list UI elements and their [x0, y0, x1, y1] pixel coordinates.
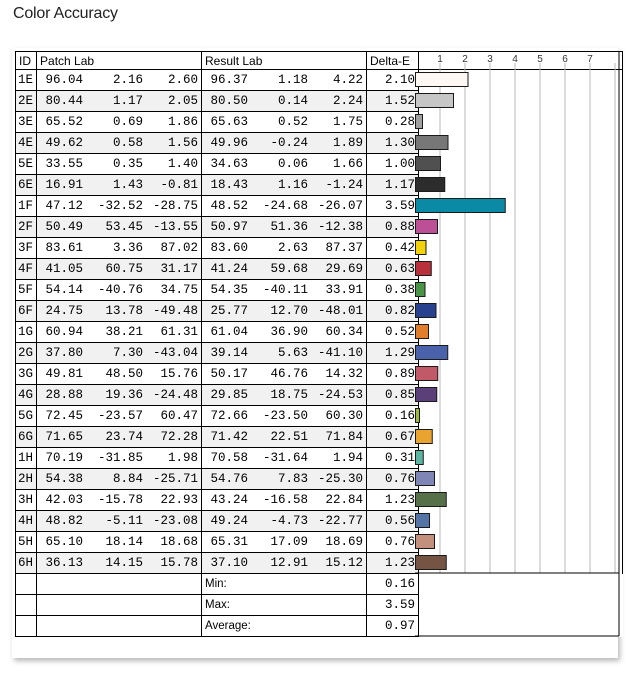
result-l-value: 41.24	[210, 262, 249, 276]
result-a-value: 0.06	[278, 157, 309, 171]
summary-value: 0.97	[367, 616, 419, 637]
result-a-value: -31.64	[263, 451, 309, 465]
patch-id: 2G	[16, 343, 37, 364]
patch-b-value: 15.76	[160, 367, 199, 381]
patch-lab-cell	[37, 427, 202, 448]
result-b-value: 1.66	[333, 157, 364, 171]
patch-l-value: 72.45	[45, 409, 84, 423]
patch-id: 2E	[16, 91, 37, 112]
result-b-value: 4.22	[333, 73, 364, 87]
patch-b-value: 2.60	[168, 73, 199, 87]
result-a-value: 18.75	[270, 388, 309, 402]
patch-id: 5F	[16, 280, 37, 301]
patch-lab-cell	[37, 364, 202, 385]
delta-e-value: 1.29	[367, 343, 419, 364]
patch-lab-cell	[37, 322, 202, 343]
delta-e-bar	[416, 157, 441, 171]
patch-id: 6G	[16, 427, 37, 448]
result-b-value: 1.94	[333, 451, 364, 465]
patch-lab-cell	[37, 511, 202, 532]
patch-b-value: 34.75	[160, 283, 199, 297]
patch-a-value: 53.45	[105, 220, 144, 234]
result-a-value: 1.18	[278, 73, 309, 87]
result-b-value: -26.07	[318, 199, 364, 213]
result-a-value: 0.52	[278, 115, 309, 129]
patch-a-value: 7.30	[113, 346, 144, 360]
patch-b-value: 60.47	[160, 409, 199, 423]
patch-b-value: -43.04	[153, 346, 199, 360]
result-l-value: 61.04	[210, 325, 249, 339]
patch-a-value: 14.15	[105, 556, 144, 570]
delta-e-bar	[416, 115, 423, 129]
x-tick-label: 1	[437, 54, 443, 65]
result-b-value: -24.53	[318, 388, 364, 402]
delta-e-value: 0.67	[367, 427, 419, 448]
patch-lab-cell	[37, 343, 202, 364]
delta-e-bar	[416, 220, 438, 234]
result-b-value: 1.89	[333, 136, 364, 150]
result-lab-cell	[202, 532, 367, 553]
result-b-value: -41.10	[318, 346, 364, 360]
patch-id: 6E	[16, 175, 37, 196]
patch-id: 2F	[16, 217, 37, 238]
patch-id: 6H	[16, 553, 37, 574]
result-lab-cell	[202, 427, 367, 448]
result-lab-cell	[202, 238, 367, 259]
result-l-value: 96.37	[210, 73, 249, 87]
patch-a-value: -32.52	[98, 199, 144, 213]
result-lab-cell	[202, 490, 367, 511]
delta-e-bar	[416, 94, 454, 108]
patch-b-value: 18.68	[160, 535, 199, 549]
result-lab-cell	[202, 553, 367, 574]
patch-a-value: 38.21	[105, 325, 144, 339]
patch-l-value: 36.13	[45, 556, 84, 570]
patch-l-value: 83.61	[45, 241, 84, 255]
delta-e-bar	[416, 178, 445, 192]
patch-id: 4G	[16, 385, 37, 406]
delta-e-value: 0.31	[367, 448, 419, 469]
patch-lab-cell	[37, 406, 202, 427]
delta-e-value: 0.82	[367, 301, 419, 322]
patch-l-value: 50.49	[45, 220, 84, 234]
summary-blank-cell	[37, 595, 202, 616]
patch-id: 5H	[16, 532, 37, 553]
delta-e-value: 3.59	[367, 196, 419, 217]
patch-b-value: 72.28	[160, 430, 199, 444]
result-a-value: 2.63	[278, 241, 309, 255]
delta-e-bar	[416, 304, 437, 318]
patch-lab-cell	[37, 175, 202, 196]
summary-value: 0.16	[367, 574, 419, 595]
summary-label: Max:	[202, 595, 367, 616]
result-lab-cell	[202, 301, 367, 322]
patch-lab-cell	[37, 301, 202, 322]
x-tick-label: 7	[587, 54, 593, 65]
patch-id: 4H	[16, 511, 37, 532]
result-a-value: 22.51	[270, 430, 309, 444]
delta-e-bar	[416, 472, 435, 486]
patch-a-value: -40.76	[98, 283, 144, 297]
delta-e-bar	[416, 73, 469, 87]
result-a-value: -4.73	[270, 514, 309, 528]
patch-a-value: 3.36	[113, 241, 144, 255]
patch-b-value: -0.81	[160, 178, 199, 192]
patch-lab-cell	[37, 238, 202, 259]
result-a-value: 12.91	[270, 556, 309, 570]
result-l-value: 37.10	[210, 556, 249, 570]
result-b-value: 60.34	[325, 325, 364, 339]
patch-a-value: 0.69	[113, 115, 144, 129]
patch-b-value: 15.78	[160, 556, 199, 570]
result-a-value: -23.50	[263, 409, 309, 423]
patch-b-value: 87.02	[160, 241, 199, 255]
patch-lab-cell	[37, 91, 202, 112]
patch-a-value: 48.50	[105, 367, 144, 381]
patch-id: 5E	[16, 154, 37, 175]
patch-l-value: 54.38	[45, 472, 84, 486]
patch-l-value: 28.88	[45, 388, 84, 402]
result-lab-cell	[202, 448, 367, 469]
result-lab-cell	[202, 322, 367, 343]
result-a-value: 17.09	[270, 535, 309, 549]
delta-e-bar	[416, 388, 437, 402]
summary-blank-cell	[37, 616, 202, 637]
patch-l-value: 48.82	[45, 514, 84, 528]
result-l-value: 65.63	[210, 115, 249, 129]
delta-e-value: 1.23	[367, 490, 419, 511]
delta-e-bar	[416, 493, 447, 507]
delta-e-bar	[416, 136, 449, 150]
delta-e-value: 1.00	[367, 154, 419, 175]
result-l-value: 49.24	[210, 514, 249, 528]
delta-e-value: 1.30	[367, 133, 419, 154]
delta-e-bar	[416, 430, 433, 444]
patch-a-value: 13.78	[105, 304, 144, 318]
delta-e-value: 0.85	[367, 385, 419, 406]
patch-l-value: 37.80	[45, 346, 84, 360]
patch-b-value: 1.86	[168, 115, 199, 129]
patch-l-value: 65.52	[45, 115, 84, 129]
patch-b-value: 1.56	[168, 136, 199, 150]
patch-b-value: -24.48	[153, 388, 199, 402]
patch-id: 1G	[16, 322, 37, 343]
result-a-value: -24.68	[263, 199, 309, 213]
delta-e-value: 0.38	[367, 280, 419, 301]
patch-a-value: 0.58	[113, 136, 144, 150]
summary-value: 3.59	[367, 595, 419, 616]
patch-b-value: -25.71	[153, 472, 199, 486]
patch-a-value: -23.57	[98, 409, 144, 423]
patch-l-value: 42.03	[45, 493, 84, 507]
delta-e-value: 0.76	[367, 469, 419, 490]
result-l-value: 29.85	[210, 388, 249, 402]
result-lab-cell	[202, 70, 367, 91]
patch-id: 5G	[16, 406, 37, 427]
x-tick-label: 3	[487, 54, 493, 65]
result-lab-cell	[202, 280, 367, 301]
result-b-value: 29.69	[325, 262, 364, 276]
patch-a-value: 8.84	[113, 472, 144, 486]
patch-id: 2H	[16, 469, 37, 490]
patch-lab-cell	[37, 154, 202, 175]
delta-e-value: 0.76	[367, 532, 419, 553]
patch-a-value: 23.74	[105, 430, 144, 444]
delta-e-bar	[416, 199, 506, 213]
delta-e-value: 1.17	[367, 175, 419, 196]
patch-id: 4F	[16, 259, 37, 280]
patch-l-value: 49.62	[45, 136, 84, 150]
result-l-value: 65.31	[210, 535, 249, 549]
x-tick-label: 2	[462, 54, 468, 65]
result-b-value: 2.24	[333, 94, 364, 108]
patch-lab-cell	[37, 112, 202, 133]
delta-e-value: 0.28	[367, 112, 419, 133]
patch-lab-cell	[37, 448, 202, 469]
patch-a-value: 2.16	[113, 73, 144, 87]
result-b-value: -25.30	[318, 472, 364, 486]
result-lab-cell	[202, 217, 367, 238]
patch-a-value: -5.11	[105, 514, 144, 528]
patch-id: 1F	[16, 196, 37, 217]
patch-l-value: 24.75	[45, 304, 84, 318]
result-l-value: 48.52	[210, 199, 249, 213]
result-lab-cell	[202, 196, 367, 217]
result-lab-cell	[202, 112, 367, 133]
patch-b-value: 1.40	[168, 157, 199, 171]
patch-a-value: -15.78	[98, 493, 144, 507]
summary-chart-cell	[419, 616, 623, 637]
patch-l-value: 80.44	[45, 94, 84, 108]
result-b-value: 14.32	[325, 367, 364, 381]
result-lab-cell	[202, 511, 367, 532]
patch-id: 6F	[16, 301, 37, 322]
patch-id: 4E	[16, 133, 37, 154]
patch-b-value: -13.55	[153, 220, 199, 234]
delta-e-bar	[416, 409, 420, 423]
patch-a-value: 19.36	[105, 388, 144, 402]
patch-a-value: 60.75	[105, 262, 144, 276]
result-l-value: 50.97	[210, 220, 249, 234]
patch-b-value: -28.75	[153, 199, 199, 213]
delta-e-value: 0.88	[367, 217, 419, 238]
summary-blank-cell	[37, 574, 202, 595]
result-a-value: 46.76	[270, 367, 309, 381]
patch-l-value: 33.55	[45, 157, 84, 171]
patch-l-value: 41.05	[45, 262, 84, 276]
patch-b-value: 22.93	[160, 493, 199, 507]
delta-e-value: 0.16	[367, 406, 419, 427]
result-l-value: 72.66	[210, 409, 249, 423]
patch-id: 3F	[16, 238, 37, 259]
summary-blank-cell	[16, 574, 37, 595]
result-b-value: 87.37	[325, 241, 364, 255]
result-l-value: 50.17	[210, 367, 249, 381]
result-l-value: 25.77	[210, 304, 249, 318]
patch-l-value: 96.04	[45, 73, 84, 87]
delta-e-bar	[416, 556, 447, 570]
patch-l-value: 71.65	[45, 430, 84, 444]
result-lab-cell	[202, 133, 367, 154]
summary-row	[16, 616, 623, 637]
patch-b-value: 1.98	[168, 451, 199, 465]
delta-e-value: 2.10	[367, 70, 419, 91]
result-l-value: 18.43	[210, 178, 249, 192]
patch-l-value: 54.14	[45, 283, 84, 297]
result-b-value: -1.24	[325, 178, 364, 192]
patch-lab-cell	[37, 385, 202, 406]
delta-e-value: 1.52	[367, 91, 419, 112]
delta-e-bar	[416, 241, 427, 255]
result-l-value: 54.35	[210, 283, 249, 297]
patch-a-value: 0.35	[113, 157, 144, 171]
patch-lab-cell	[37, 70, 202, 91]
patch-id: 1H	[16, 448, 37, 469]
patch-a-value: 1.17	[113, 94, 144, 108]
result-l-value: 71.42	[210, 430, 249, 444]
delta-e-bar	[416, 346, 448, 360]
patch-l-value: 16.91	[45, 178, 84, 192]
result-l-value: 43.24	[210, 493, 249, 507]
result-a-value: 12.70	[270, 304, 309, 318]
delta-e-value: 0.63	[367, 259, 419, 280]
result-b-value: 22.84	[325, 493, 364, 507]
result-a-value: 5.63	[278, 346, 309, 360]
result-b-value: 15.12	[325, 556, 364, 570]
header-id: ID	[16, 52, 37, 70]
result-lab-cell	[202, 343, 367, 364]
delta-e-value: 0.56	[367, 511, 419, 532]
result-b-value: -22.77	[318, 514, 364, 528]
patch-lab-cell	[37, 196, 202, 217]
header-delta-e: Delta-E	[367, 52, 419, 70]
delta-e-bar	[416, 514, 430, 528]
result-b-value: -48.01	[318, 304, 364, 318]
patch-l-value: 47.12	[45, 199, 84, 213]
result-lab-cell	[202, 385, 367, 406]
summary-blank-cell	[16, 616, 37, 637]
patch-a-value: 18.14	[105, 535, 144, 549]
delta-e-value: 1.23	[367, 553, 419, 574]
header-result-lab: Result Lab	[202, 52, 367, 70]
page-title: Color Accuracy	[13, 5, 118, 22]
patch-a-value: -31.85	[98, 451, 144, 465]
result-l-value: 70.58	[210, 451, 249, 465]
delta-e-bar	[416, 367, 438, 381]
patch-l-value: 70.19	[45, 451, 84, 465]
patch-l-value: 49.81	[45, 367, 84, 381]
summary-label: Average:	[202, 616, 367, 637]
patch-lab-cell	[37, 469, 202, 490]
patch-lab-cell	[37, 553, 202, 574]
result-b-value: -12.38	[318, 220, 364, 234]
patch-b-value: -49.48	[153, 304, 199, 318]
patch-l-value: 65.10	[45, 535, 84, 549]
result-b-value: 60.30	[325, 409, 364, 423]
patch-lab-cell	[37, 133, 202, 154]
patch-lab-cell	[37, 532, 202, 553]
result-l-value: 83.60	[210, 241, 249, 255]
result-a-value: 7.83	[278, 472, 309, 486]
patch-lab-cell	[37, 217, 202, 238]
header-patch-lab: Patch Lab	[37, 52, 202, 70]
result-lab-cell	[202, 364, 367, 385]
delta-e-bar	[416, 262, 432, 276]
result-b-value: 71.84	[325, 430, 364, 444]
result-b-value: 18.69	[325, 535, 364, 549]
patch-l-value: 60.94	[45, 325, 84, 339]
patch-lab-cell	[37, 490, 202, 511]
result-a-value: -16.58	[263, 493, 309, 507]
result-b-value: 33.91	[325, 283, 364, 297]
delta-e-bar	[416, 325, 429, 339]
x-tick-label: 6	[562, 54, 568, 65]
delta-e-bar	[416, 451, 424, 465]
result-l-value: 34.63	[210, 157, 249, 171]
result-l-value: 49.96	[210, 136, 249, 150]
result-a-value: 59.68	[270, 262, 309, 276]
result-l-value: 54.76	[210, 472, 249, 486]
result-lab-cell	[202, 154, 367, 175]
result-lab-cell	[202, 406, 367, 427]
result-lab-cell	[202, 175, 367, 196]
patch-id: 3G	[16, 364, 37, 385]
result-a-value: 36.90	[270, 325, 309, 339]
patch-id: 1E	[16, 70, 37, 91]
x-tick-label: 4	[512, 54, 518, 65]
delta-e-value: 0.52	[367, 322, 419, 343]
patch-id: 3H	[16, 490, 37, 511]
result-b-value: 1.75	[333, 115, 364, 129]
result-a-value: 51.36	[270, 220, 309, 234]
delta-e-bar	[416, 535, 435, 549]
result-a-value: 0.14	[278, 94, 309, 108]
result-lab-cell	[202, 469, 367, 490]
result-lab-cell	[202, 91, 367, 112]
patch-b-value: -23.08	[153, 514, 199, 528]
delta-e-value: 0.42	[367, 238, 419, 259]
delta-e-bar-chart	[415, 51, 619, 611]
result-lab-cell	[202, 259, 367, 280]
patch-b-value: 31.17	[160, 262, 199, 276]
result-l-value: 80.50	[210, 94, 249, 108]
patch-b-value: 61.31	[160, 325, 199, 339]
summary-label: Min:	[202, 574, 367, 595]
result-a-value: -40.11	[263, 283, 309, 297]
patch-a-value: 1.43	[113, 178, 144, 192]
result-a-value: 1.16	[278, 178, 309, 192]
result-a-value: -0.24	[270, 136, 309, 150]
result-l-value: 39.14	[210, 346, 249, 360]
patch-id: 3E	[16, 112, 37, 133]
patch-lab-cell	[37, 280, 202, 301]
patch-b-value: 2.05	[168, 94, 199, 108]
delta-e-value: 0.89	[367, 364, 419, 385]
x-tick-label: 5	[537, 54, 543, 65]
patch-lab-cell	[37, 259, 202, 280]
summary-blank-cell	[16, 595, 37, 616]
delta-e-bar	[416, 283, 426, 297]
